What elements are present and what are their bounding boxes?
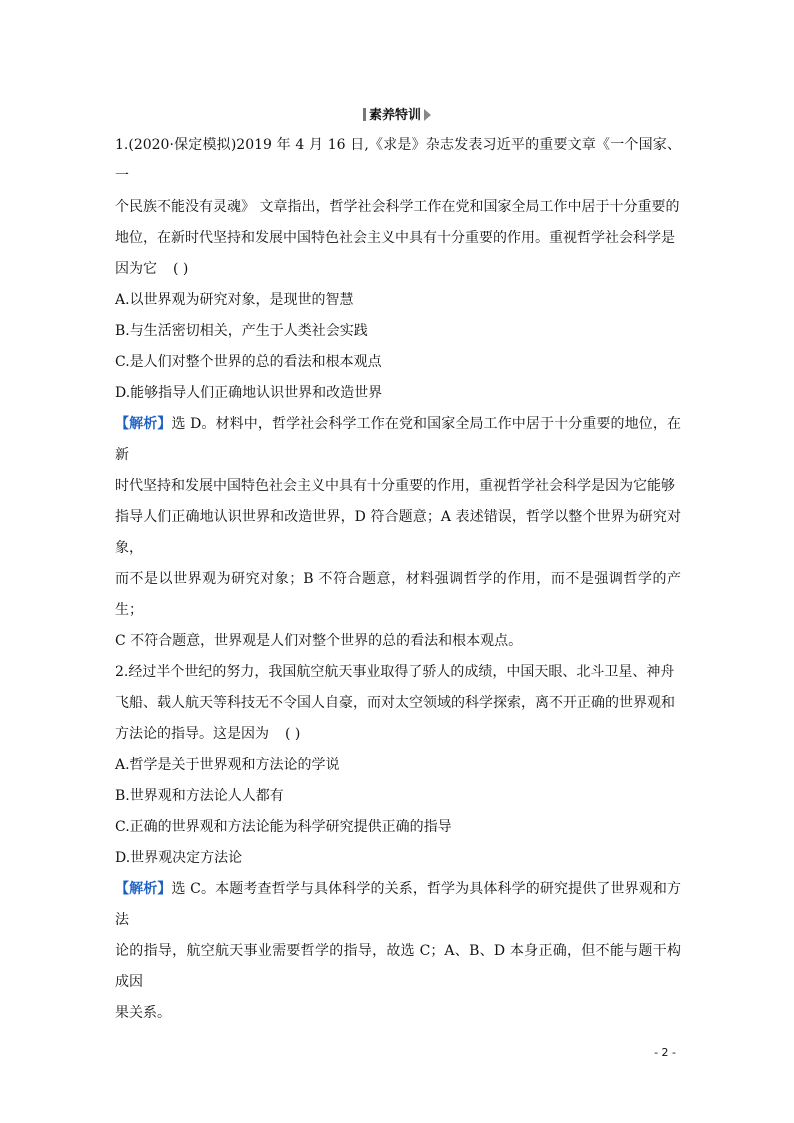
option-c: C.正确的世界观和方法论能为科学研究提供正确的指导: [115, 819, 452, 835]
analysis-line: 选 D。材料中，哲学社会科学工作在党和国家全局工作中居于十分重要的地位，在新: [115, 416, 681, 463]
analysis-line: 论的指导，航空航天事业需要哲学的指导，故选 C；A、B、D 本身正确，但不能与题干构成因: [115, 943, 681, 990]
option-b: B.与生活密切相关，产生于人类社会实践: [115, 323, 368, 339]
stem-line: 个民族不能没有灵魂》 文章指出，哲学社会科学工作在党和国家全局工作中居于十分重要的: [115, 199, 680, 215]
option-b: B.世界观和方法论人人都有: [115, 788, 284, 804]
question-2: [115, 657, 681, 1029]
title-arrow-icon: [424, 109, 431, 121]
section-title: [0, 104, 794, 123]
option-d: D.世界观决定方法论: [115, 850, 243, 866]
analysis-tag: 【解析】: [115, 881, 172, 897]
stem-line: 2.经过半个世纪的努力，我国航空航天事业取得了骄人的成绩，中国天眼、北斗卫星、神舟: [115, 664, 675, 680]
analysis-line: 时代坚持和发展中国特色社会主义中具有十分重要的作用，重视哲学社会科学是因为它能够: [115, 478, 675, 494]
option-d: D.能够指导人们正确地认识世界和改造世界: [115, 385, 383, 401]
page-number: - 2 -: [654, 1046, 676, 1059]
option-a: A.以世界观为研究对象，是现世的智慧: [115, 292, 354, 308]
question-stem: [115, 657, 681, 750]
analysis-line: 指导人们正确地认识世界和改造世界，D 符合题意；A 表述错误，哲学以整个世界为研究对象，: [115, 509, 681, 556]
stem-line: 方法论的指导。这是因为: [115, 726, 269, 742]
stem-line: 地位，在新时代坚持和发展中国特色社会主义中具有十分重要的作用。重视哲学社会科学是: [115, 230, 675, 246]
content: [115, 130, 681, 1029]
analysis: [115, 874, 681, 1029]
analysis-line: 选 C。本题考查哲学与具体科学的关系，哲学为具体科学的研究提供了世界观和方法: [115, 881, 681, 928]
stem-line: 飞船、载人航天等科技无不令国人自豪，而对太空领域的科学探索，离不开正确的世界观和: [115, 695, 675, 711]
question-stem: [115, 130, 681, 285]
analysis-line: C 不符合题意，世界观是人们对整个世界的总的看法和根本观点。: [115, 633, 523, 649]
question-1: [115, 130, 681, 657]
analysis-line: 果关系。: [115, 1005, 171, 1021]
analysis: [115, 409, 681, 657]
analysis-line: 而不是以世界观为研究对象；B 不符合题意，材料强调哲学的作用，而不是强调哲学的产生；: [115, 571, 681, 618]
section-title-text: 素养特训: [368, 108, 421, 123]
option-c: C.是人们对整个世界的总的看法和根本观点: [115, 354, 382, 370]
title-bar-icon: [363, 108, 366, 121]
stem-line: 1.(2020·保定模拟)2019 年 4 月 16 日,《求是》杂志发表习近平的重要文章《一个国家、一: [115, 137, 681, 184]
answer-blank: ( ): [173, 261, 189, 277]
analysis-tag: 【解析】: [115, 416, 172, 432]
option-a: A.哲学是关于世界观和方法论的学说: [115, 757, 340, 773]
answer-blank: ( ): [285, 726, 301, 742]
stem-line: 因为它: [115, 261, 157, 277]
